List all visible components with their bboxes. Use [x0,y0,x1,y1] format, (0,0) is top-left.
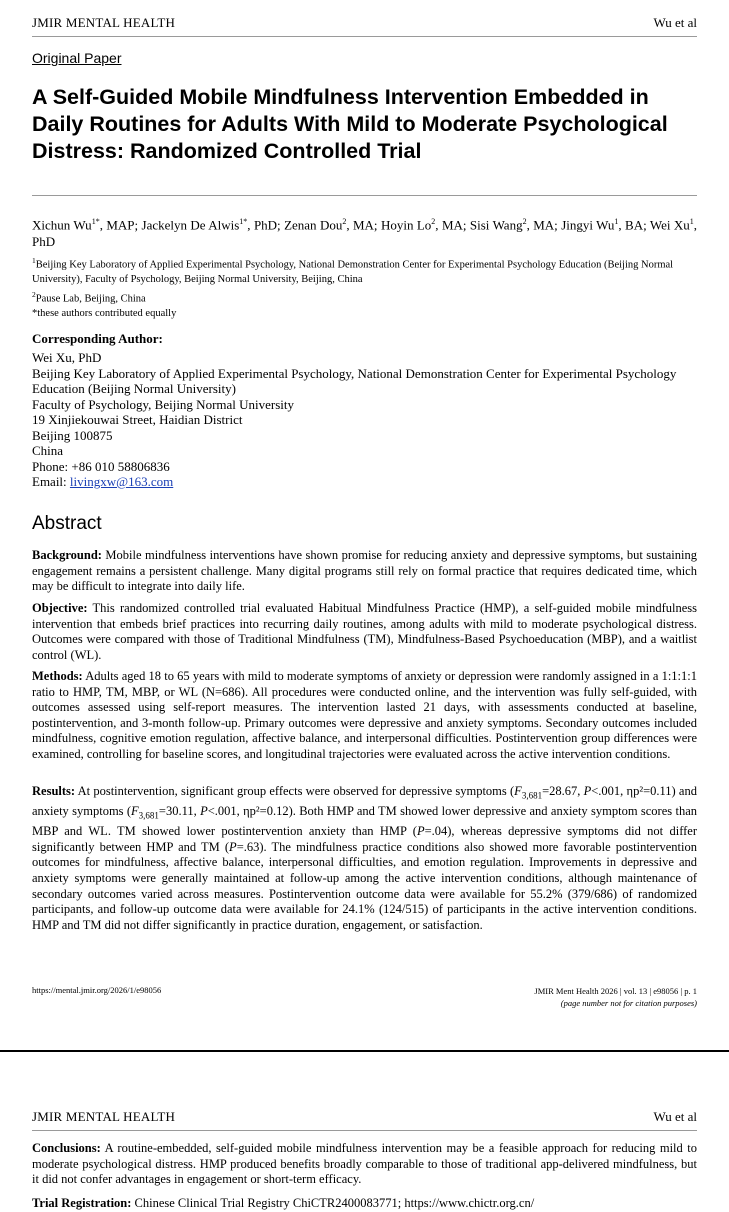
author-affiliation-mark: 1* [239,217,248,226]
author-name: Xichun Wu [32,217,92,233]
running-author: Wu et al [653,1109,697,1124]
section-label: Trial Registration: [32,1196,132,1210]
abstract-methods [32,669,697,763]
journal-name: JMIR MENTAL HEALTH [32,1109,176,1124]
results-text: At postintervention, significant group effects were observed for depressive symptoms ( [75,784,515,798]
affiliation-text: Pause Lab, Beijing, China [35,293,146,304]
p-value-symbol: P [200,804,208,819]
affiliation-number: 1 [32,256,36,265]
affiliation-number: 2 [32,289,36,299]
corresponding-address-line: China [32,443,64,458]
author-name: Sisi Wang [469,217,523,233]
section-label: Results: [32,784,76,798]
abstract-heading: Abstract [32,513,102,534]
page-number-note: (page number not for citation purposes) [560,998,697,1008]
abstract-results [32,784,697,933]
corresponding-address-line: Beijing Key Laboratory of Applied Experimental Psychology, National Demonstration Center for Experimental Psychology Education (Beijing Normal University) [32,365,677,396]
affiliation-1 [32,254,697,288]
citation-line: JMIR Ment Health 2026 | vol. 13 | e98056 | p. 1 [534,986,697,996]
author-degree: , BA; [618,217,650,233]
affiliations [32,254,697,321]
header-rule [32,1130,697,1131]
section-text: Adults aged 18 to 65 years with mild to moderate symptoms of anxiety or depression were randomly assigned in a 1:1:1:1 ratio to HMP, TM, MBP, or WL (N=686). All procedures were conducted online, and the intervention was fully self-guided, with outcomes assessed using self-report measures. The intervention lasted 21 days, with assessments conducted at baseline, postintervention, and 3-month follow-up. Primary outcomes were depressive and anxiety symptoms. Secondary outcomes included mindfulness, cognitive emotion regulation, affective balance, and interpersonal difficulties. Postintervention group differences were examined, controlling for baseline scores, and longitudinal trajectories were evaluated across the active intervention conditions. [32,669,697,761]
page-separator [0,1050,729,1052]
corresponding-email-line [32,474,697,490]
results-text: =.04), whereas depressive symptoms did not differ significantly between HMP and TM ( [32,824,698,854]
author-degree: , PhD; [247,217,285,233]
f-statistic-symbol: F [131,804,139,819]
article-title: A Self-Guided Mobile Mindfulness Intervention Embedded in Daily Routines for Adults With Mild to Moderate Psychological Distress: Randomized Controlled Trial [32,85,668,163]
author-degree: , MA; [346,217,381,233]
p-value-symbol: P [583,784,592,798]
author-affiliation-mark: 2 [431,217,436,226]
running-head [32,15,697,33]
author-affiliation-mark: 1 [614,217,619,226]
article-type: Original Paper [32,50,122,66]
equal-contribution-note: *these authors contributed equally [32,307,177,319]
author-degree: , MAP; [99,217,142,233]
author-degree: , MA; [435,217,470,233]
affiliation-text: Beijing Key Laboratory of Applied Experimental Psychology, National Demonstration Center for Experimental Psychology Education (Beijing Normal University), Faculty of Psychology, Beijing Normal University, Beijing, China [32,259,674,285]
abstract-background [32,548,697,595]
article-url[interactable]: https://mental.jmir.org/2026/1/e98056 [32,985,162,995]
running-author: Wu et al [653,15,697,30]
section-text: This randomized controlled trial evaluated Habitual Mindfulness Practice (HMP), a self-guided mobile mindfulness intervention that embeds brief practices into recurring daily routines, among adults with mild to moderate psychological distress. Outcomes were compared with those of Traditional Mindfulness (TM), Mindfulness-Based Psychoeducation (MBP), and a waitlist control (WL). [32,601,697,662]
author-list [32,213,697,250]
p-value-symbol: P [416,824,425,839]
journal-name: JMIR MENTAL HEALTH [32,15,176,30]
degrees-of-freedom: 3,681 [521,790,543,801]
corresponding-author-heading: Corresponding Author: [32,331,163,346]
section-text: Mobile mindfulness interventions have shown promise for reducing anxiety and depressive symptoms, but sustaining engagement remains a persistent challenge. Many digital programs still rely on formal practice that requires dedicated time, which may be difficult to integrate into daily life. [32,548,697,594]
section-label: Objective: [32,601,88,615]
author-name: Jackelyn De Alwis [141,217,240,233]
degrees-of-freedom: 3,681 [138,810,159,821]
author-affiliation-mark: 2 [342,217,347,226]
section-label: Methods: [32,669,83,683]
author-degree: , MA; [526,217,562,233]
p-value-symbol: P [229,839,237,854]
author-name: Zenan Dou [284,217,343,233]
header-rule [32,36,697,37]
author-name: Jingyi Wu [561,217,615,233]
f-statistic-symbol: F [514,784,522,798]
corresponding-address-line: Faculty of Psychology, Beijing Normal University [32,396,295,412]
section-label: Conclusions: [32,1141,101,1155]
author-name: Hoyin Lo [380,217,432,233]
affiliation-2 [32,288,697,307]
corresponding-address-line: 19 Xinjiekouwai Street, Haidian District [32,412,243,427]
email-label: Email: [32,474,70,489]
corresponding-name: Wei Xu, PhD [32,350,102,365]
results-text: =30.11, [158,804,201,819]
results-text: =.63). The mindfulness practice conditions also showed more favorable postintervention outcomes for mindfulness, affective balance, interpersonal difficulties, and emotion regulation. Improvements in depressive and anxiety symptoms were generally maintained at follow-up among the active intervention conditions, although maintenance of secondary outcomes varied across measures. Postintervention outcome data were available for 55.2% (379/686) of randomized participants, and follow-up outcome data were available for 24.1% (124/515) of participants in the active intervention conditions. HMP and TM did not differ significantly in practice duration, engagement, or satisfaction. [32,839,698,932]
abstract-objective [32,601,697,663]
corresponding-phone: Phone: +86 010 58806836 [32,458,170,474]
author-affiliation-mark: 1* [91,217,100,226]
author-degree: , PhD [32,217,698,250]
section-text: A routine-embedded, self-guided mobile mindfulness intervention may be a feasible approach for reducing mild to moderate psychological distress. HMP produced benefits broadly comparable to those of traditional app-delivered mindfulness, but it did not confer advantages in engagement or short-term efficacy. [32,1141,697,1187]
results-text: =28.67, [542,784,584,798]
running-head-page-2 [32,1109,697,1127]
email-link[interactable]: livingxw@163.com [69,474,174,489]
results-text: <.001, ηp²=0.11) and anxiety symptoms ( [32,784,697,819]
corresponding-author-block [32,350,697,490]
abstract-conclusions [32,1141,697,1188]
title-rule [32,195,697,196]
abstract-trial-registration [32,1196,697,1212]
author-affiliation-mark: 2 [522,217,527,226]
author-affiliation-mark: 1 [689,217,694,226]
results-text: <.001, ηp²=0.12). Both HMP and TM showed lower depressive and anxiety symptom scores than MBP and WL. TM showed lower postintervention anxiety than HMP ( [32,804,697,839]
section-label: Background: [32,548,102,562]
corresponding-address-line: Beijing 100875 [32,427,113,443]
author-name: Wei Xu [649,217,690,233]
footer-citation [534,985,697,1009]
section-text: Chinese Clinical Trial Registry ChiCTR2400083771; https://www.chictr.org.cn/ [131,1196,535,1210]
